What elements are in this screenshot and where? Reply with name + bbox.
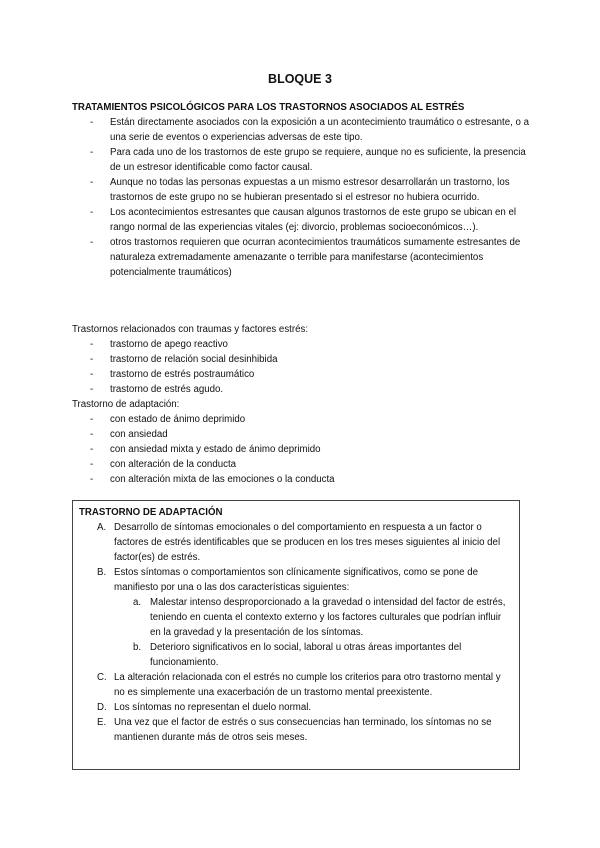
section-heading: TRATAMIENTOS PSICOLÓGICOS PARA LOS TRASTORNOS ASOCIADOS AL ESTRÉS xyxy=(72,102,465,113)
marker: a. xyxy=(133,597,142,608)
criterion-a xyxy=(97,520,513,565)
criterion-text: Desarrollo de síntomas emocionales o del comportamiento en respuesta a un factor o factores de estrés identificables que se producen en los tres meses siguientes al inicio del factor(es) de estrés. xyxy=(114,522,501,563)
marker: D. xyxy=(97,702,107,713)
list-item: - con ansiedad xyxy=(110,427,534,442)
list-item: - trastorno de relación social desinhibida xyxy=(110,352,534,367)
section-treatments xyxy=(72,100,534,280)
section-disorders xyxy=(72,322,534,487)
list-item: - trastorno de estrés agudo. xyxy=(110,382,534,397)
marker: B. xyxy=(97,567,107,578)
sub-criterion-b xyxy=(133,640,513,670)
adaptation-disorder-box xyxy=(72,500,520,770)
bullet-list xyxy=(72,115,534,280)
criterion-text: Malestar intenso desproporcionado a la gravedad o intensidad del factor de estrés, teniendo en cuenta el contexto externo y los factores culturales que podrían influir en la gravedad y la presentación de los síntomas. xyxy=(150,597,506,638)
marker: C. xyxy=(97,672,107,683)
criterion-text: Los síntomas no representan el duelo normal. xyxy=(114,702,312,713)
list-item: - Los acontecimientos estresantes que causan algunos trastornos de este grupo se ubican en el rango normal de las experiencias vitales (ej: divorcio, problemas socioeconómicos…). xyxy=(110,205,534,235)
criterion-text: Estos síntomas o comportamientos son clínicamente significativos, como se pone de manifiesto por una o las dos características siguientes: xyxy=(114,567,478,593)
sub-criterion-a xyxy=(133,595,513,640)
list-label: Trastorno de adaptación: xyxy=(72,399,180,410)
list-item: - trastorno de estrés postraumático xyxy=(110,367,534,382)
criterion-text: Deterioro significativos en lo social, laboral u otras áreas importantes del funcionamiento. xyxy=(150,642,462,668)
page-title: BLOQUE 3 xyxy=(268,72,332,86)
criteria-list xyxy=(79,520,513,745)
marker: E. xyxy=(97,717,107,728)
list-item: - Están directamente asociados con la exposición a un acontecimiento traumático o estresante, o a una serie de eventos o experiencias adversas de este tipo. xyxy=(110,115,534,145)
criterion-text: Una vez que el factor de estrés o sus consecuencias han terminado, los síntomas no se mantienen durante más de otros seis meses. xyxy=(114,717,492,743)
criterion-e xyxy=(97,715,513,745)
list-item: - con ansiedad mixta y estado de ánimo deprimido xyxy=(110,442,534,457)
list-item: - con estado de ánimo deprimido xyxy=(110,412,534,427)
list-item: - trastorno de apego reactivo xyxy=(110,337,534,352)
box-heading: TRASTORNO DE ADAPTACIÓN xyxy=(79,507,223,518)
list-item: - con alteración mixta de las emociones o la conducta xyxy=(110,472,534,487)
criterion-text: La alteración relacionada con el estrés no cumple los criterios para otro trastorno mental y no es simplemente una exacerbación de un trastorno mental preexistente. xyxy=(114,672,501,698)
sub-criteria-list xyxy=(114,595,513,670)
list-item: - con alteración de la conducta xyxy=(110,457,534,472)
criterion-b xyxy=(97,565,513,670)
marker: A. xyxy=(97,522,107,533)
bullet-list xyxy=(72,412,534,487)
list-label: Trastornos relacionados con traumas y factores estrés: xyxy=(72,324,309,335)
criterion-c xyxy=(97,670,513,700)
list-item: - otros trastornos requieren que ocurran acontecimientos traumáticos sumamente estresantes de naturaleza extremadamente amenazante o terrible para manifestarse (acontecimientos potencialmente traumáticos) xyxy=(110,235,534,280)
list-item: - Aunque no todas las personas expuestas a un mismo estresor desarrollarán un trastorno, los trastornos de este grupo no se hubieran presentado si el estresor no hubiera ocurrido. xyxy=(110,175,534,205)
bullet-list xyxy=(72,337,534,397)
marker: b. xyxy=(133,642,142,653)
list-item: - Para cada uno de los trastornos de este grupo se requiere, aunque no es suficiente, la presencia de un estresor identificable como factor causal. xyxy=(110,145,534,175)
criterion-d xyxy=(97,700,513,715)
